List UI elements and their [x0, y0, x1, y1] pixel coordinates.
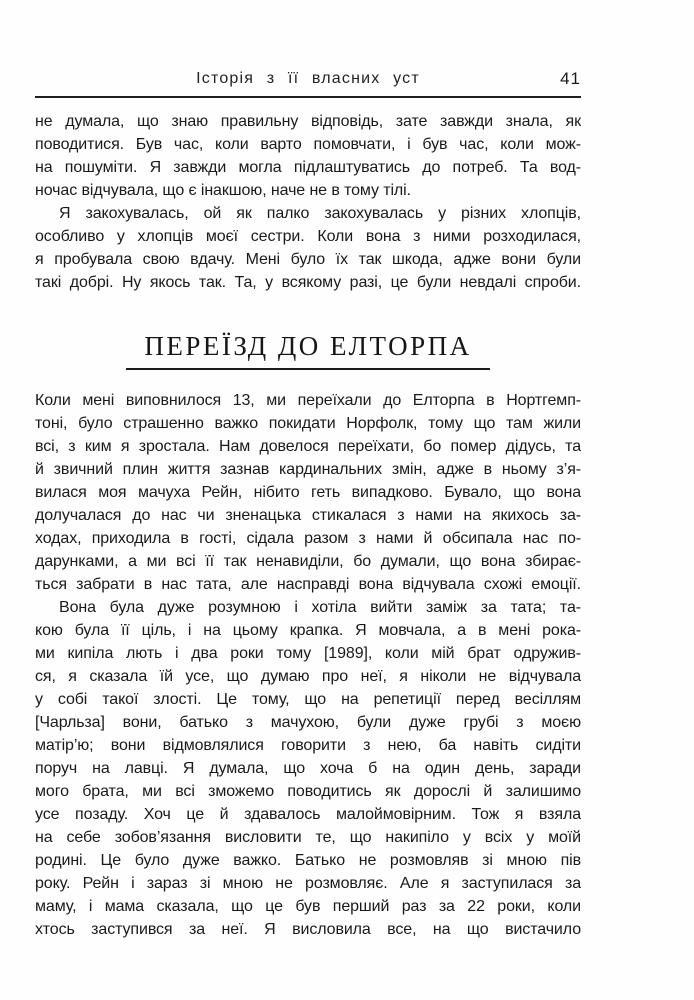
text-line: усе позаду. Хоч це й здавалось малоймовірним. Тож я взяла: [35, 806, 581, 823]
body-text-top: [35, 110, 581, 294]
text-line: Коли мені виповнилося 13, ми переїхали до Елторпа в Нортгемп-: [35, 392, 581, 409]
text-line: ся, я сказала їй усе, що думаю про неї, я ніколи не відчувала: [35, 668, 581, 685]
running-header-title: Історія з її власних уст: [196, 70, 420, 87]
text-line: всі, з ким я зростала. Нам довелося переїхати, бо помер дідусь, та: [35, 438, 581, 455]
text-line: ночас відчувала, що є інакшою, наче не в тому тілі.: [35, 182, 411, 199]
text-line: долучалася до нас чи зненацька стикалася з нами на якихось за-: [35, 507, 581, 524]
text-line: ходах, приходила в гості, сідала разом з нами й обсипала нас по-: [35, 530, 581, 547]
text-line: Вона була дуже розумною і хотіла вийти заміж за тата; та-: [59, 599, 581, 616]
text-line: поруч на лавці. Я думала, що хоча б на один день, заради: [35, 760, 581, 777]
body-text-bottom: [35, 389, 581, 941]
text-line: не думала, що знаю правильну відповідь, зате завжди знала, як: [35, 113, 581, 130]
text-line: на пошуміти. Я завжди могла підлаштуватись до потреб. Та вод-: [35, 159, 581, 176]
text-line: на себе зобов’язання висловити те, що накипіло у всіх у моїй: [35, 829, 581, 846]
running-header: [35, 68, 581, 92]
text-line: мого брата, ми всі зможемо поводитись як дорослі й залишимо: [35, 783, 581, 800]
text-line: особливо у хлопців моєї сестри. Коли вона з ними розходилася,: [35, 228, 581, 245]
section-heading-text: ПЕРЕЇЗД ДО ЕЛТОРПА: [126, 331, 489, 370]
page-number: 41: [560, 69, 581, 88]
text-line: ться забрати в нас тата, але насправді вона відчувала схожі емоції.: [35, 576, 581, 593]
section-heading: [35, 331, 581, 370]
text-line: тоні, було страшенно важко покидати Норфолк, тому що там жили: [35, 415, 581, 432]
text-line: ми кипіла лють і два роки тому [1989], коли мій брат одружив-: [35, 645, 581, 662]
text-line: й звичний плин життя зазнав кардинальних змін, адже в ньому з’я-: [35, 461, 581, 478]
text-line: кою була її ціль, і на цьому крапка. Я мовчала, а в мені рока-: [35, 622, 581, 639]
header-rule: [35, 96, 581, 98]
text-line: вилася моя мачуха Рейн, нібито геть випадково. Бувало, що вона: [35, 484, 581, 501]
text-line: родині. Це було дуже важко. Батько не розмовляв зі мною пів: [35, 852, 581, 869]
text-line: такі добрі. Ну якось так. Та, у всякому разі, це були невдалі спроби.: [35, 274, 581, 291]
text-line: дарунками, а ми всі її так ненавиділи, бо думали, що вона збирає-: [35, 553, 581, 570]
text-line: [Чарльза] вони, батько з мачухою, були дуже грубі з моєю: [35, 714, 581, 731]
text-line: у собі такої злості. Це тому, що на репетиції перед весіллям: [35, 691, 581, 708]
text-line: маму, і мама сказала, що це був перший раз за 22 роки, коли: [35, 898, 581, 915]
text-line: Я закохувалась, ой як палко закохувалась у різних хлопців,: [59, 205, 581, 222]
text-line: хтось заступився за неї. Я висловила все, на що вистачило: [35, 921, 581, 938]
text-line: поводитися. Був час, коли варто помовчати, і був час, коли мож-: [35, 136, 581, 153]
text-line: матір’ю; вони відмовлялися говорити з нею, ба навіть сидіти: [35, 737, 581, 754]
text-line: я пробувала свою вдачу. Мені було їх так шкода, адже вони були: [35, 251, 581, 268]
text-line: року. Рейн і зараз зі мною не розмовляє. Але я заступилася за: [35, 875, 581, 892]
